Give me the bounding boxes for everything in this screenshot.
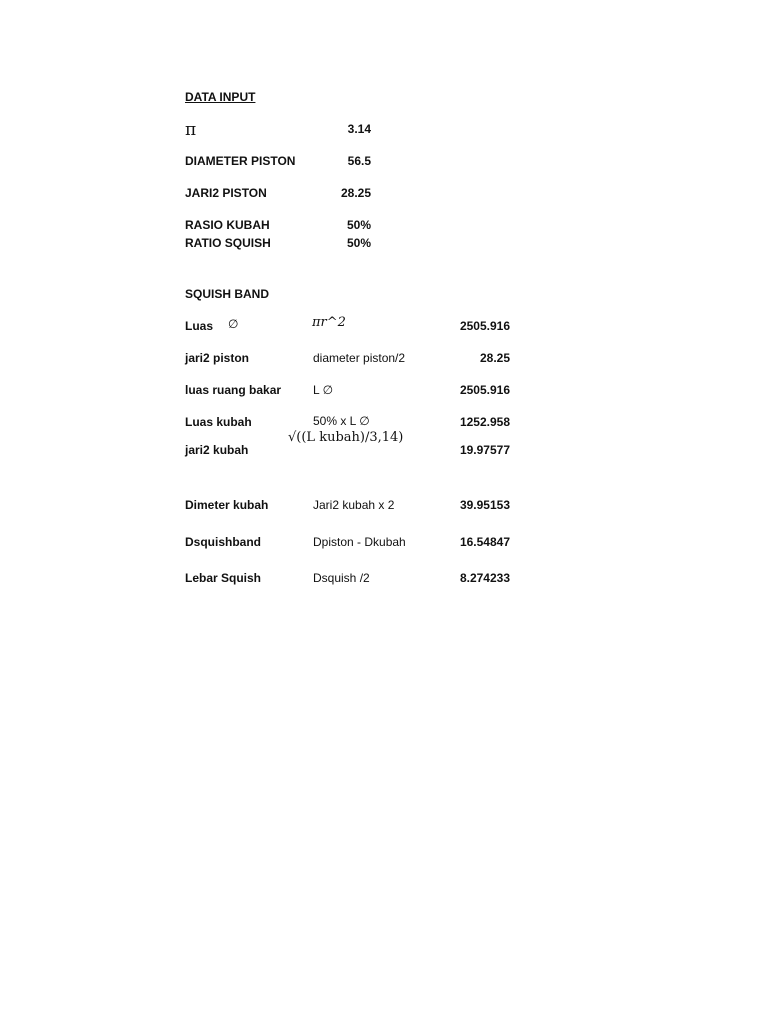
diameter-symbol: ∅ xyxy=(228,317,239,331)
luas-ruang-bakar-label: luas ruang bakar xyxy=(185,383,282,397)
jari2-piston-label: JARI2 PISTON xyxy=(185,186,267,200)
squish-band-heading: SQUISH BAND xyxy=(185,287,270,301)
luas-formula: πr^2 xyxy=(312,315,346,330)
jari2-piston-row-label: jari2 piston xyxy=(185,351,250,365)
luas-kubah-value: 1252.958 xyxy=(459,415,510,429)
dsquishband-value: 16.54847 xyxy=(459,535,510,549)
ratio-squish-value: 50% xyxy=(346,236,371,250)
rasio-kubah-value: 50% xyxy=(346,218,371,232)
pi-label: π xyxy=(185,120,197,140)
luas-kubah-formula: 50% x L ∅ xyxy=(313,414,370,428)
jari2-piston-formula: diameter piston/2 xyxy=(313,351,406,365)
luas-ruang-bakar-formula: L ∅ xyxy=(313,383,334,397)
diameter-piston-label: DIAMETER PISTON xyxy=(185,154,296,168)
dimeter-kubah-formula: Jari2 kubah x 2 xyxy=(313,498,395,512)
luas-value: 2505.916 xyxy=(459,319,510,333)
diameter-piston-value: 56.5 xyxy=(347,154,371,168)
jari2-kubah-value: 19.97577 xyxy=(459,443,510,457)
jari2-kubah-formula: √((L kubah)/3,14) xyxy=(288,430,404,445)
jari2-piston-value: 28.25 xyxy=(340,186,371,200)
lebar-squish-label: Lebar Squish xyxy=(185,571,262,585)
luas-label: Luas xyxy=(185,319,214,333)
luas-kubah-label: Luas kubah xyxy=(185,415,252,429)
luas-ruang-bakar-value: 2505.916 xyxy=(459,383,510,397)
data-input-heading: DATA INPUT xyxy=(185,90,256,104)
dsquishband-label: Dsquishband xyxy=(185,535,262,549)
dimeter-kubah-label: Dimeter kubah xyxy=(185,498,269,512)
dsquishband-formula: Dpiston - Dkubah xyxy=(313,535,406,549)
pi-value: 3.14 xyxy=(347,122,371,136)
jari2-piston-row-value: 28.25 xyxy=(479,351,510,365)
rasio-kubah-label: RASIO KUBAH xyxy=(185,218,270,232)
lebar-squish-formula: Dsquish /2 xyxy=(313,571,370,585)
jari2-kubah-label: jari2 kubah xyxy=(185,443,249,457)
ratio-squish-label: RATIO SQUISH xyxy=(185,236,271,250)
dimeter-kubah-value: 39.95153 xyxy=(459,498,510,512)
lebar-squish-value: 8.274233 xyxy=(459,571,510,585)
